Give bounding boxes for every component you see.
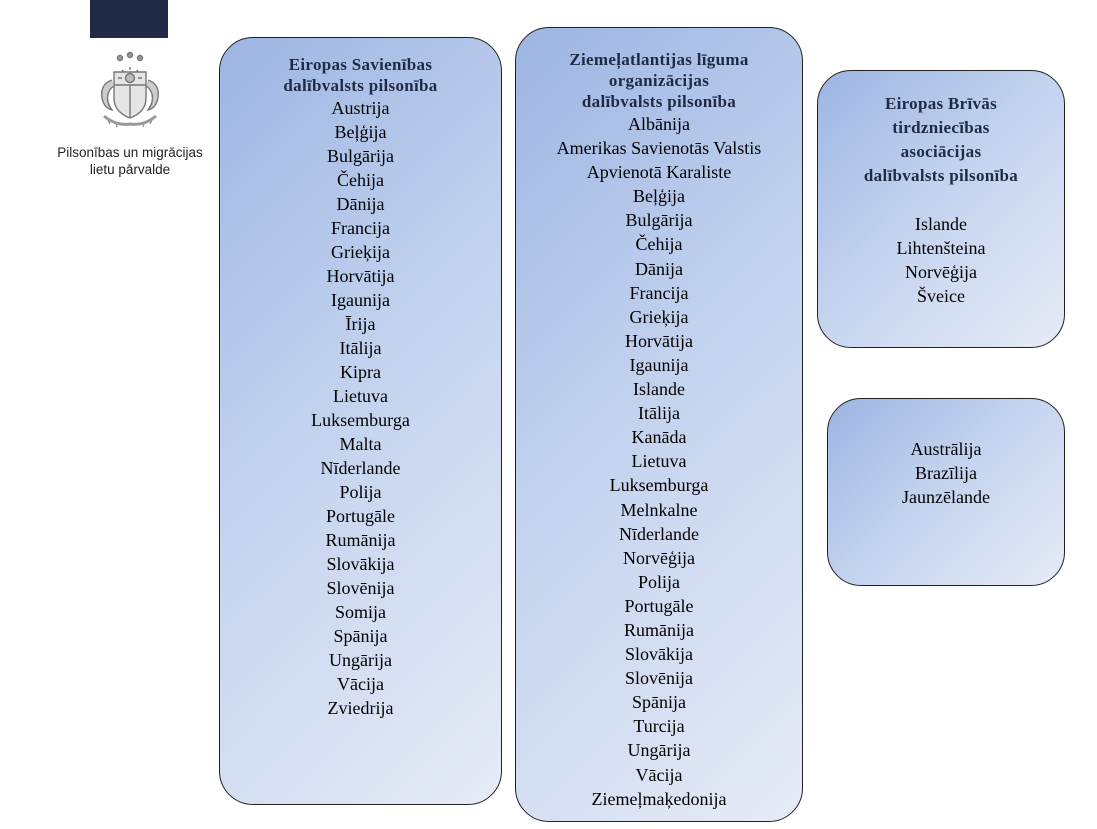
- country-item: Dānija: [336, 194, 385, 214]
- agency-name-line2: lietu pārvalde: [89, 162, 171, 177]
- country-item: Malta: [339, 434, 382, 454]
- country-item: Vācija: [635, 764, 683, 785]
- country-item: Ungārija: [627, 740, 691, 761]
- country-item: Slovēnija: [326, 578, 395, 598]
- efta-title-line3: asociācijas: [900, 142, 982, 161]
- country-item: Norvēģija: [623, 547, 695, 568]
- country-item: Slovākija: [326, 554, 395, 574]
- eu-citizenship-box: [219, 37, 502, 805]
- country-item: Islande: [915, 214, 967, 234]
- country-item: Rumānija: [325, 530, 396, 550]
- nato-title-line1: Ziemeļatlantijas līguma: [569, 50, 749, 69]
- country-item: Kanāda: [631, 427, 687, 448]
- country-item: Šveice: [917, 286, 965, 306]
- country-item: Austrālija: [910, 439, 982, 459]
- country-item: Beļģija: [633, 186, 685, 207]
- country-item: Horvātija: [326, 266, 395, 286]
- country-item: Turcija: [633, 716, 685, 737]
- efta-title-line4: dalībvalsts pilsonība: [863, 166, 1019, 185]
- country-item: Itālija: [638, 403, 680, 424]
- country-item: Grieķija: [629, 306, 689, 327]
- country-item: Kipra: [340, 362, 381, 382]
- country-item: Nīderlande: [619, 523, 699, 544]
- nato-title-line3: dalībvalsts pilsonība: [581, 92, 737, 111]
- eu-country-list: [220, 96, 501, 720]
- country-item: Somija: [334, 602, 386, 622]
- country-item: Zviedrija: [327, 698, 394, 718]
- country-item: Islande: [633, 379, 685, 400]
- country-item: Brazīlija: [915, 463, 977, 483]
- country-item: Norvēģija: [905, 262, 977, 282]
- efta-country-list: [818, 212, 1064, 308]
- country-item: Spānija: [632, 692, 686, 713]
- eu-box-title: [220, 54, 501, 96]
- country-item: Melnkalne: [620, 499, 698, 520]
- country-item: Čehija: [635, 234, 683, 255]
- country-item: Igaunija: [629, 354, 689, 375]
- country-item: Lietuva: [333, 386, 388, 406]
- efta-citizenship-box: [817, 70, 1065, 348]
- country-item: Īrija: [345, 314, 376, 334]
- eu-title-line1: Eiropas Savienības: [288, 55, 433, 74]
- country-item: Itālija: [339, 338, 382, 358]
- country-item: Lietuva: [631, 451, 687, 472]
- country-item: Beļģija: [334, 122, 387, 142]
- country-item: Slovēnija: [625, 668, 693, 689]
- country-item: Spānija: [333, 626, 388, 646]
- nato-country-list: [516, 112, 802, 811]
- country-item: Lihtenšteina: [896, 238, 986, 258]
- country-item: Apvienotā Karaliste: [586, 162, 732, 183]
- efta-title-line1: Eiropas Brīvās: [884, 94, 998, 113]
- country-item: Horvātija: [625, 330, 693, 351]
- country-item: Polija: [339, 482, 382, 502]
- country-item: Igaunija: [331, 290, 390, 310]
- country-item: Slovākija: [625, 644, 693, 665]
- agency-name-line1: Pilsonības un migrācijas: [57, 145, 203, 160]
- nato-citizenship-box: [515, 27, 803, 822]
- country-item: Rumānija: [624, 619, 694, 640]
- country-item: Dānija: [635, 258, 683, 279]
- country-item: Čehija: [337, 170, 384, 190]
- country-item: Albānija: [628, 114, 690, 134]
- country-item: Ziemeļmaķedonija: [591, 788, 727, 809]
- country-item: Portugāle: [326, 506, 395, 526]
- nato-title-line2: organizācijas: [608, 71, 710, 90]
- country-item: Polija: [637, 571, 680, 592]
- country-item: Bulgārija: [327, 146, 394, 166]
- country-item: Nīderlande: [320, 458, 401, 478]
- other-countries-box: [827, 398, 1065, 586]
- country-item: Francija: [629, 282, 689, 303]
- top-accent-bar: [90, 0, 168, 38]
- country-item: Grieķija: [331, 242, 390, 262]
- country-item: Ungārija: [329, 650, 392, 670]
- country-item: Vācija: [337, 674, 384, 694]
- country-item: Luksemburga: [311, 410, 410, 430]
- agency-logo: [50, 50, 210, 178]
- latvian-coat-of-arms-icon: [90, 50, 170, 134]
- country-item: Amerikas Savienotās Valstis: [556, 138, 762, 159]
- nato-box-title: [516, 49, 802, 112]
- country-item: Bulgārija: [625, 210, 693, 231]
- efta-title-line2: tirdzniecības: [892, 118, 990, 137]
- country-item: Portugāle: [624, 595, 694, 616]
- other-country-list: [828, 437, 1064, 509]
- efta-box-title: [818, 92, 1064, 188]
- country-item: Austrija: [331, 98, 390, 118]
- country-item: Francija: [331, 218, 390, 238]
- country-item: Luksemburga: [609, 475, 709, 496]
- country-item: Jaunzēlande: [902, 487, 990, 507]
- eu-title-line2: dalībvalsts pilsonība: [283, 76, 438, 95]
